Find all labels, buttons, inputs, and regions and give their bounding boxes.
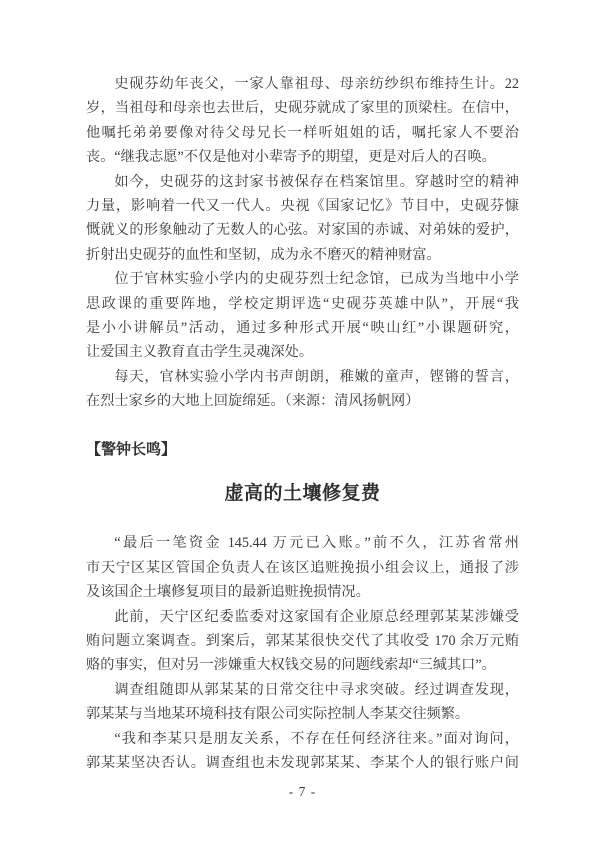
paragraph [86, 727, 519, 776]
section-header: 【警钟长鸣】 [86, 442, 177, 459]
text-line: 力量，影响着一代又一代人。央视《国家记忆》节目中，史砚芬慷 [86, 197, 519, 214]
text-line: 调查组随即从郭某某的日常交往中寻求突破。经过调查发现， [114, 681, 519, 698]
paragraph [86, 531, 519, 604]
text-line: 赂的事实，但对另一涉嫌重大权钱交易的问题线索却“三缄其口”。 [86, 657, 496, 674]
paragraph [86, 267, 519, 365]
text-line: 及该国企土壤修复项目的最新追赃挽损情况。 [86, 584, 370, 601]
article-title: 虚高的土壤修复费 [224, 483, 381, 505]
paragraph [86, 72, 519, 170]
text-line: “最后一笔资金 145.44 万元已入账。”前不久，江苏省常州 [114, 535, 519, 552]
text-line: 让爱国主义教育直击学生灵魂深处。 [86, 344, 314, 361]
text-line: 史砚芬幼年丧父，一家人靠祖母、母亲纺纱织布维持生计。22 [114, 76, 519, 92]
text-line: 他嘱托弟弟要像对待父母兄长一样听姐姐的话，嘱托家人不要治 [86, 124, 519, 141]
text-line: 慨就义的形象触动了无数人的心弦。对家国的赤诚、对弟妹的爱护， [86, 222, 519, 239]
paragraph [86, 605, 519, 678]
paragraph [86, 170, 519, 268]
text-line: 郭某某与当地某环境科技有限公司实际控制人李某交往频繁。 [86, 706, 470, 723]
article-1-body [86, 72, 519, 413]
paragraph [86, 678, 519, 727]
text-line: 市天宁区某区管国企负责人在该区追赃挽损小组会议上，通报了涉 [86, 559, 519, 576]
text-line: 在烈士家乡的大地上回旋绵延。（来源：清风扬帆网） [86, 393, 420, 410]
text-line: 贿问题立案调查。到案后，郭某某很快交代了其收受 170 余万元贿 [86, 633, 519, 650]
paragraph [86, 365, 519, 414]
text-line: 丧。“继我志愿”不仅是他对小辈寄予的期望，更是对后人的召唤。 [86, 149, 496, 166]
text-line: 岁，当祖母和母亲也去世后，史砚芬就成了家里的顶梁柱。在信中， [86, 100, 519, 117]
page-content [86, 72, 519, 801]
text-line: 位于官林实验小学内的史砚芬烈士纪念馆，已成为当地中小学 [114, 271, 519, 288]
article-2-body [86, 531, 519, 775]
text-line: 折射出史砚芬的血性和坚韧，成为永不磨灭的精神财富。 [86, 246, 441, 263]
text-line: “我和李某只是朋友关系，不存在任何经济往来。”面对询问， [114, 730, 519, 747]
text-line: 是小小讲解员”活动，通过多种形式开展“映山红”小课题研究， [86, 319, 519, 336]
text-line: 如今，史砚芬的这封家书被保存在档案馆里。穿越时空的精神 [114, 173, 519, 190]
text-line: 思政课的重要阵地，学校定期评选“史砚芬英雄中队”，开展“我 [86, 295, 519, 312]
page-number: - 7 - [288, 784, 317, 800]
text-line: 每天，官林实验小学内书声朗朗，稚嫩的童声，铿锵的誓言， [114, 368, 519, 385]
text-line: 此前，天宁区纪委监委对这家国有企业原总经理郭某某涉嫌受 [114, 608, 519, 625]
text-line: 郭某某坚决否认。调查组也未发现郭某某、李某个人的银行账户间 [86, 754, 519, 771]
